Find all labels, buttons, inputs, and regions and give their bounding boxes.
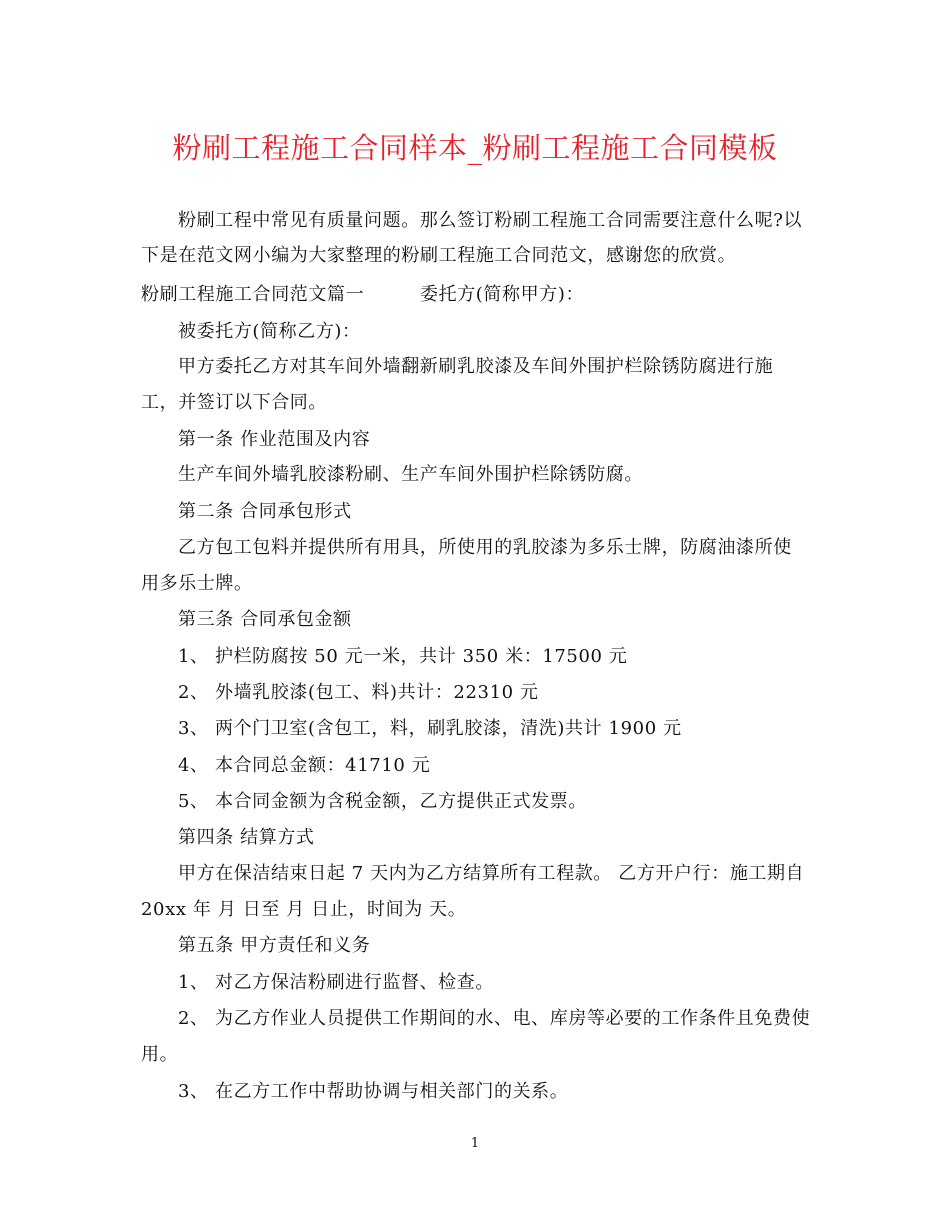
paragraph-line: 20xx 年 月 日至 月 日止，时间为 天。 [141, 899, 467, 920]
page-number: 1 [470, 1136, 480, 1151]
list-item: 4、 本合同总金额：41710 元 [178, 755, 431, 776]
paragraph-line: 用多乐士牌。 [141, 573, 253, 594]
list-item: 1、 护栏防腐按 50 元一米，共计 350 米：17500 元 [178, 646, 628, 667]
section-heading: 第二条 合同承包形式 [178, 501, 352, 522]
list-item: 1、 对乙方保洁粉刷进行监督、检查。 [178, 972, 494, 993]
list-item: 2、 外墙乳胶漆(包工、料)共计：22310 元 [178, 682, 539, 703]
paragraph-line: 甲方委托乙方对其车间外墙翻新刷乳胶漆及车间外围护栏除锈防腐进行施 [178, 356, 774, 377]
paragraph-line: 用。 [141, 1044, 179, 1065]
paragraph-line: 甲方在保洁结束日起 7 天内为乙方结算所有工程款。 乙方开户行：施工期自 [178, 863, 805, 884]
section-heading: 第一条 作业范围及内容 [178, 429, 371, 450]
paragraph-line: 粉刷工程中常见有质量问题。那么签订粉刷工程施工合同需要注意什么呢?以 [178, 210, 803, 231]
paragraph-line: 下是在范文网小编为大家整理的粉刷工程施工合同范文，感谢您的欣赏。 [141, 245, 737, 266]
list-item: 3、 两个门卫室(含包工，料，刷乳胶漆，清洗)共计 1900 元 [178, 718, 682, 739]
paragraph-line: 被委托方(简称乙方)： [178, 321, 361, 342]
section-heading: 第三条 合同承包金额 [178, 609, 352, 630]
paragraph-line: 工，并签订以下合同。 [141, 392, 327, 413]
section-heading: 第四条 结算方式 [178, 827, 315, 848]
paragraph-line: 乙方包工包料并提供所有用具，所使用的乳胶漆为多乐士牌，防腐油漆所使 [178, 537, 792, 558]
paragraph-line: 粉刷工程施工合同范文篇一 委托方(简称甲方)： [141, 284, 585, 305]
list-item: 2、 为乙方作业人员提供工作期间的水、电、库房等必要的工作条件且免费使 [178, 1008, 811, 1029]
section-heading: 第五条 甲方责任和义务 [178, 935, 371, 956]
list-item: 3、 在乙方工作中帮助协调与相关部门的关系。 [178, 1081, 569, 1102]
paragraph-line: 生产车间外墙乳胶漆粉刷、生产车间外围护栏除锈防腐。 [178, 464, 643, 485]
document-title: 粉刷工程施工合同样本_粉刷工程施工合同模板 [172, 131, 778, 165]
list-item: 5、 本合同金额为含税金额，乙方提供正式发票。 [178, 791, 587, 812]
